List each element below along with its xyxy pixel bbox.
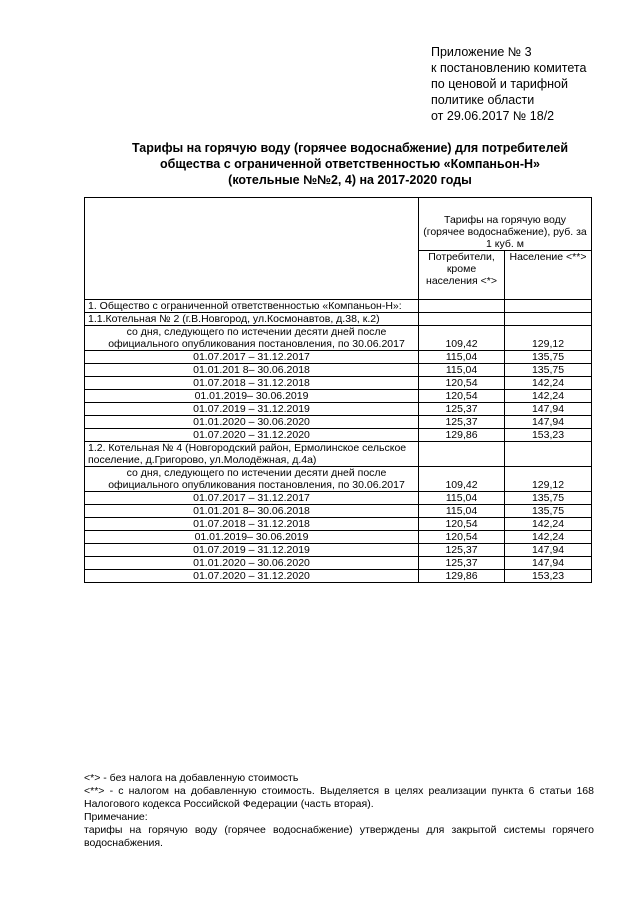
population-value: 135,75 [505,492,592,505]
appendix-block [431,44,621,124]
appendix-line: политике области [431,93,535,107]
org-row [85,300,592,313]
period-cell: 01.07.2019 – 31.12.2019 [85,544,419,557]
period-cell: 01.07.2020 – 31.12.2020 [85,429,419,442]
period-cell: 01.01.2020 – 30.06.2020 [85,557,419,570]
period-cell: со дня, следующего по истечении десяти дней после официального опубликования постановления, по 30.06.2017 [85,467,419,492]
header-row [85,198,592,251]
consumers-value: 115,04 [419,351,505,364]
population-value: 135,75 [505,364,592,377]
consumers-value: 120,54 [419,390,505,403]
population-value: 147,94 [505,403,592,416]
table-row [85,570,592,583]
period-cell: 01.07.2017 – 31.12.2017 [85,351,419,364]
document-title [70,140,630,188]
period-cell: 01.01.201 8– 30.06.2018 [85,364,419,377]
header-population: Население <**> [505,251,592,300]
table-row [85,429,592,442]
note-1: <*> - без налога на добавленную стоимость [84,772,299,784]
appendix-line: от 29.06.2017 № 18/2 [431,109,555,123]
remark-label: Примечание: [84,811,148,823]
period-cell: 01.07.2019 – 31.12.2019 [85,403,419,416]
table-row [85,351,592,364]
notes-block [84,772,594,850]
population-value: 129,12 [505,326,592,351]
consumers-value: 109,42 [419,467,505,492]
table-row [85,416,592,429]
consumers-value: 109,42 [419,326,505,351]
table-row [85,326,592,351]
consumers-value: 120,54 [419,377,505,390]
boiler-row [85,442,592,467]
consumers-value: 115,04 [419,492,505,505]
boiler-2-name: 1.1.Котельная № 2 (г.В.Новгород, ул.Космонавтов, д.38, к.2) [85,313,419,326]
population-value: 142,24 [505,377,592,390]
org-name: 1. Общество с ограниченной ответственностью «Компаньон-Н»: [85,300,419,313]
consumers-value: 125,37 [419,544,505,557]
table-row [85,467,592,492]
table-row [85,531,592,544]
period-cell: со дня, следующего по истечении десяти дней после официального опубликования постановления, по 30.06.2017 [85,326,419,351]
period-cell: 01.07.2018 – 31.12.2018 [85,377,419,390]
consumers-value: 125,37 [419,416,505,429]
population-value: 147,94 [505,544,592,557]
population-value: 135,75 [505,505,592,518]
population-value: 135,75 [505,351,592,364]
table-row [85,364,592,377]
population-value: 153,23 [505,570,592,583]
note-2: <**> - с налогом на добавленную стоимость. Выделяется в целях реализации пункта 6 статьи 168 Налогового кодекса Российской Федерации (часть вторая). [84,785,594,810]
table-row [85,544,592,557]
title-line: Тарифы на горячую воду (горячее водоснабжение) для потребителей [131,141,569,155]
population-value: 142,24 [505,531,592,544]
table-row [85,557,592,570]
consumers-value: 115,04 [419,364,505,377]
boiler-4-name: 1.2. Котельная № 4 (Новгородский район, Ермолинское сельское поселение, д.Григорово, ул.Молодёжная, д.4а) [85,442,419,467]
table-row [85,390,592,403]
period-cell: 01.01.2019– 30.06.2019 [85,390,419,403]
population-value: 129,12 [505,467,592,492]
consumers-value: 120,54 [419,531,505,544]
header-empty-cell [85,198,419,300]
appendix-line: к постановлению комитета [431,61,587,75]
population-value: 142,24 [505,390,592,403]
title-line: общества с ограниченной ответственностью «Компаньон-Н» [160,157,540,171]
header-consumers: Потребители, кроме населения <*> [419,251,505,300]
period-cell: 01.01.201 8– 30.06.2018 [85,505,419,518]
tariff-table [84,197,592,583]
period-cell: 01.01.2020 – 30.06.2020 [85,416,419,429]
consumers-value: 129,86 [419,429,505,442]
period-cell: 01.07.2020 – 31.12.2020 [85,570,419,583]
population-value: 147,94 [505,557,592,570]
period-cell: 01.07.2017 – 31.12.2017 [85,492,419,505]
title-line: (котельные №№2, 4) на 2017-2020 годы [228,173,472,187]
boiler-row [85,313,592,326]
table-row [85,492,592,505]
population-value: 153,23 [505,429,592,442]
table-row [85,505,592,518]
table-row [85,377,592,390]
period-cell: 01.01.2019– 30.06.2019 [85,531,419,544]
period-cell: 01.07.2018 – 31.12.2018 [85,518,419,531]
population-value: 147,94 [505,416,592,429]
table-row [85,403,592,416]
consumers-value: 115,04 [419,505,505,518]
consumers-value: 129,86 [419,570,505,583]
table-row [85,518,592,531]
header-tariff: Тарифы на горячую воду (горячее водоснабжение), руб. за 1 куб. м [419,198,592,251]
consumers-value: 125,37 [419,557,505,570]
appendix-line: Приложение № 3 [431,45,532,59]
population-value: 142,24 [505,518,592,531]
remark-text: тарифы на горячую воду (горячее водоснабжение) утверждены для закрытой системы горячего водоснабжения. [84,824,594,849]
appendix-line: по ценовой и тарифной [431,77,568,91]
consumers-value: 120,54 [419,518,505,531]
consumers-value: 125,37 [419,403,505,416]
